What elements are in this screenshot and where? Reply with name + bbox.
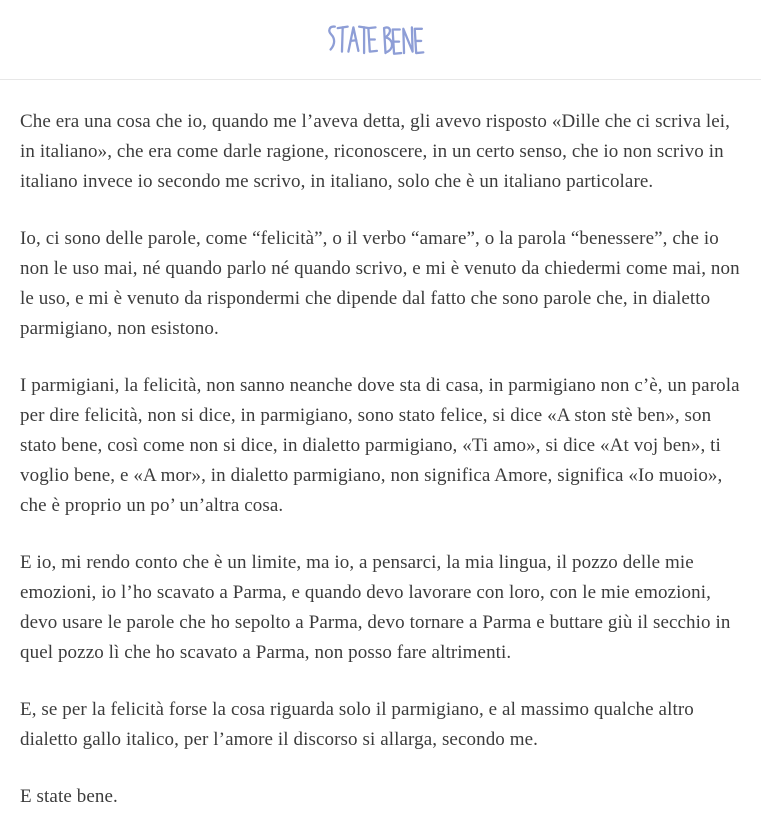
paragraph: I parmigiani, la felicità, non sanno neanche dove sta di casa, in parmigiano non c’è, un parola per dire felicità, non si dice, in parmigiano, sono stato felice, si dice «A ston stè ben», son stato bene, così come non si dice, in dialetto parmigiano, «Ti amo», si dice «At voj ben», ti voglio bene, e «A mor», in dialetto parmigiano, non significa Amore, significa «Io muoio», che è proprio un po’ un’altra cosa.: [20, 375, 740, 516]
paragraph: E state bene.: [20, 786, 118, 807]
state-bene-logo-icon: [327, 23, 434, 56]
site-logo[interactable]: [327, 23, 434, 56]
paragraph: E, se per la felicità forse la cosa riguarda solo il parmigiano, e al massimo qualche altro dialetto gallo italico, per l’amore il discorso si allarga, secondo me.: [20, 699, 694, 750]
paragraph: Io, ci sono delle parole, come “felicità”, o il verbo “amare”, o la parola “benessere”, che io non le uso mai, né quando parlo né quando scrivo, e mi è venuto da chiedermi come mai, non le uso, e mi è venuto da rispondermi che dipende dal fatto che sono parole che, in dialetto parmigiano, non esistono.: [20, 228, 740, 339]
article-body: [0, 80, 761, 812]
paragraph: Che era una cosa che io, quando me l’aveva detta, gli avevo risposto «Dille che ci scriva lei, in italiano», che era come darle ragione, riconoscere, in un certo senso, che io non scrivo in italiano invece io secondo me scrivo, in italiano, solo che è un italiano particolare.: [20, 111, 731, 192]
site-header: [0, 0, 761, 80]
paragraph: E io, mi rendo conto che è un limite, ma io, a pensarci, la mia lingua, il pozzo delle mie emozioni, io l’ho scavato a Parma, e quando devo lavorare con loro, con le mie emozioni, devo usare le parole che ho sepolto a Parma, devo tornare a Parma e buttare giù il secchio in quel pozzo lì che ho scavato a Parma, non posso fare altrimenti.: [20, 552, 731, 663]
